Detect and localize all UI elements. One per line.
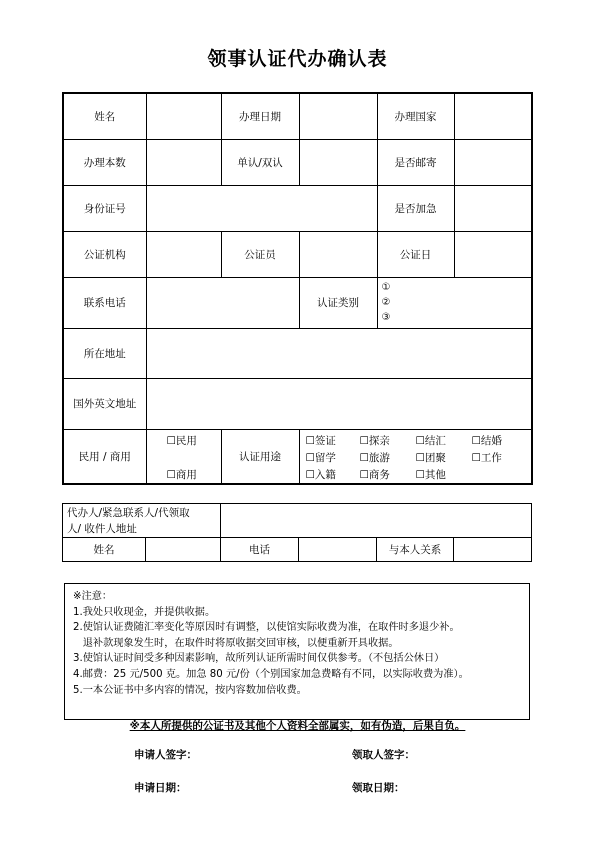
agent-relation-field[interactable] — [454, 538, 532, 562]
foreign-address-field[interactable] — [146, 378, 532, 429]
cert-type-label: 认证类别 — [299, 277, 377, 328]
note-line: 2.使馆认证费随汇率变化等原因时有调整，以使馆实际收费为准，在取件时多退少补。 — [73, 622, 460, 634]
notary-person-label: 公证员 — [221, 231, 299, 277]
urgent-field[interactable] — [454, 185, 532, 231]
copies-field[interactable] — [146, 139, 221, 185]
note-line: 3.使馆认证时间受多种因素影响，故所列认证所需时间仅供参考。（不包括公休日） — [73, 653, 445, 665]
notes-heading: ※注意： — [73, 591, 113, 602]
application-form-table — [62, 92, 533, 485]
civil-checkbox[interactable]: ☐民用 — [166, 434, 197, 447]
receiver-signature-label: 领取人签字： — [352, 749, 415, 761]
note-line: 4.邮费：25 元/500 克。加急 80 元/份（个别国家加急费略有不同，以实际收费为准）。 — [73, 668, 469, 680]
notary-org-field[interactable] — [146, 231, 221, 277]
civil-commercial-options — [146, 429, 221, 484]
country-label: 办理国家 — [377, 93, 454, 139]
purpose-options — [299, 429, 532, 484]
agent-relation-label: 与本人关系 — [377, 538, 454, 562]
foreign-address-label: 国外英文地址 — [63, 378, 146, 429]
purpose-other-checkbox[interactable]: ☐其他 — [415, 468, 446, 481]
purpose-reunion-checkbox[interactable]: ☐团聚 — [415, 451, 446, 464]
civil-commercial-label: 民用 / 商用 — [63, 429, 146, 484]
country-field[interactable] — [454, 93, 532, 139]
agent-address-field[interactable] — [221, 504, 532, 538]
receive-date-label: 领取日期： — [352, 782, 405, 794]
purpose-label: 认证用途 — [221, 429, 299, 484]
purpose-visa-checkbox[interactable]: ☐签证 — [305, 434, 336, 447]
urgent-label: 是否加急 — [377, 185, 454, 231]
apply-date-label: 申请日期： — [134, 782, 187, 794]
purpose-forex-checkbox[interactable]: ☐结汇 — [415, 434, 446, 447]
declaration-warning: ※本人所提供的公证书及其他个人资料全部属实，如有伪造，后果自负。 — [129, 720, 466, 732]
mail-field[interactable] — [454, 139, 532, 185]
id-field[interactable] — [146, 185, 377, 231]
agent-header-line-1: 代办人/紧急联系人/代领取 — [67, 506, 190, 519]
purpose-marriage-checkbox[interactable]: ☐结婚 — [471, 434, 502, 447]
cert-type-option-1: ① — [381, 282, 391, 293]
agent-name-field[interactable] — [146, 538, 221, 562]
notary-date-label: 公证日 — [377, 231, 454, 277]
commercial-checkbox[interactable]: ☐商用 — [166, 468, 197, 481]
notary-date-field[interactable] — [454, 231, 532, 277]
copies-label: 办理本数 — [63, 139, 146, 185]
date-field[interactable] — [299, 93, 377, 139]
page-title: 领事认证代办确认表 — [207, 48, 388, 70]
notes-box — [64, 583, 530, 720]
date-label: 办理日期 — [221, 93, 299, 139]
purpose-business-checkbox[interactable]: ☐商务 — [359, 468, 390, 481]
agent-phone-label: 电话 — [221, 538, 299, 562]
purpose-family-visit-checkbox[interactable]: ☐探亲 — [359, 434, 390, 447]
name-field[interactable] — [146, 93, 221, 139]
single-double-field[interactable] — [299, 139, 377, 185]
cert-type-options[interactable] — [377, 277, 532, 328]
applicant-signature-label: 申请人签字： — [134, 749, 197, 761]
agent-header-label — [63, 504, 221, 538]
agent-name-label: 姓名 — [63, 538, 146, 562]
note-line: 1.我处只收现金，并提供收据。 — [73, 606, 216, 618]
address-label: 所在地址 — [63, 328, 146, 378]
id-label: 身份证号 — [63, 185, 146, 231]
cert-type-option-2: ② — [381, 297, 391, 308]
purpose-naturalization-checkbox[interactable]: ☐入籍 — [305, 468, 336, 481]
note-line: 退补款现象发生时，在取件时将原收据交回审核，以便重新开具收据。 — [73, 637, 399, 649]
agent-contact-table — [62, 503, 532, 562]
phone-label: 联系电话 — [63, 277, 146, 328]
name-label: 姓名 — [63, 93, 146, 139]
purpose-work-checkbox[interactable]: ☐工作 — [471, 451, 502, 464]
purpose-study-checkbox[interactable]: ☐留学 — [305, 451, 336, 464]
notary-org-label: 公证机构 — [63, 231, 146, 277]
agent-phone-field[interactable] — [299, 538, 377, 562]
mail-label: 是否邮寄 — [377, 139, 454, 185]
note-line: 5.一本公证书中多内容的情况，按内容数加倍收费。 — [73, 684, 307, 696]
phone-field[interactable] — [146, 277, 299, 328]
notary-person-field[interactable] — [299, 231, 377, 277]
cert-type-option-3: ③ — [381, 312, 391, 323]
address-field[interactable] — [146, 328, 532, 378]
purpose-travel-checkbox[interactable]: ☐旅游 — [359, 451, 390, 464]
single-double-label: 单认/双认 — [221, 139, 299, 185]
agent-header-line-2: 人/ 收件人地址 — [67, 522, 137, 535]
